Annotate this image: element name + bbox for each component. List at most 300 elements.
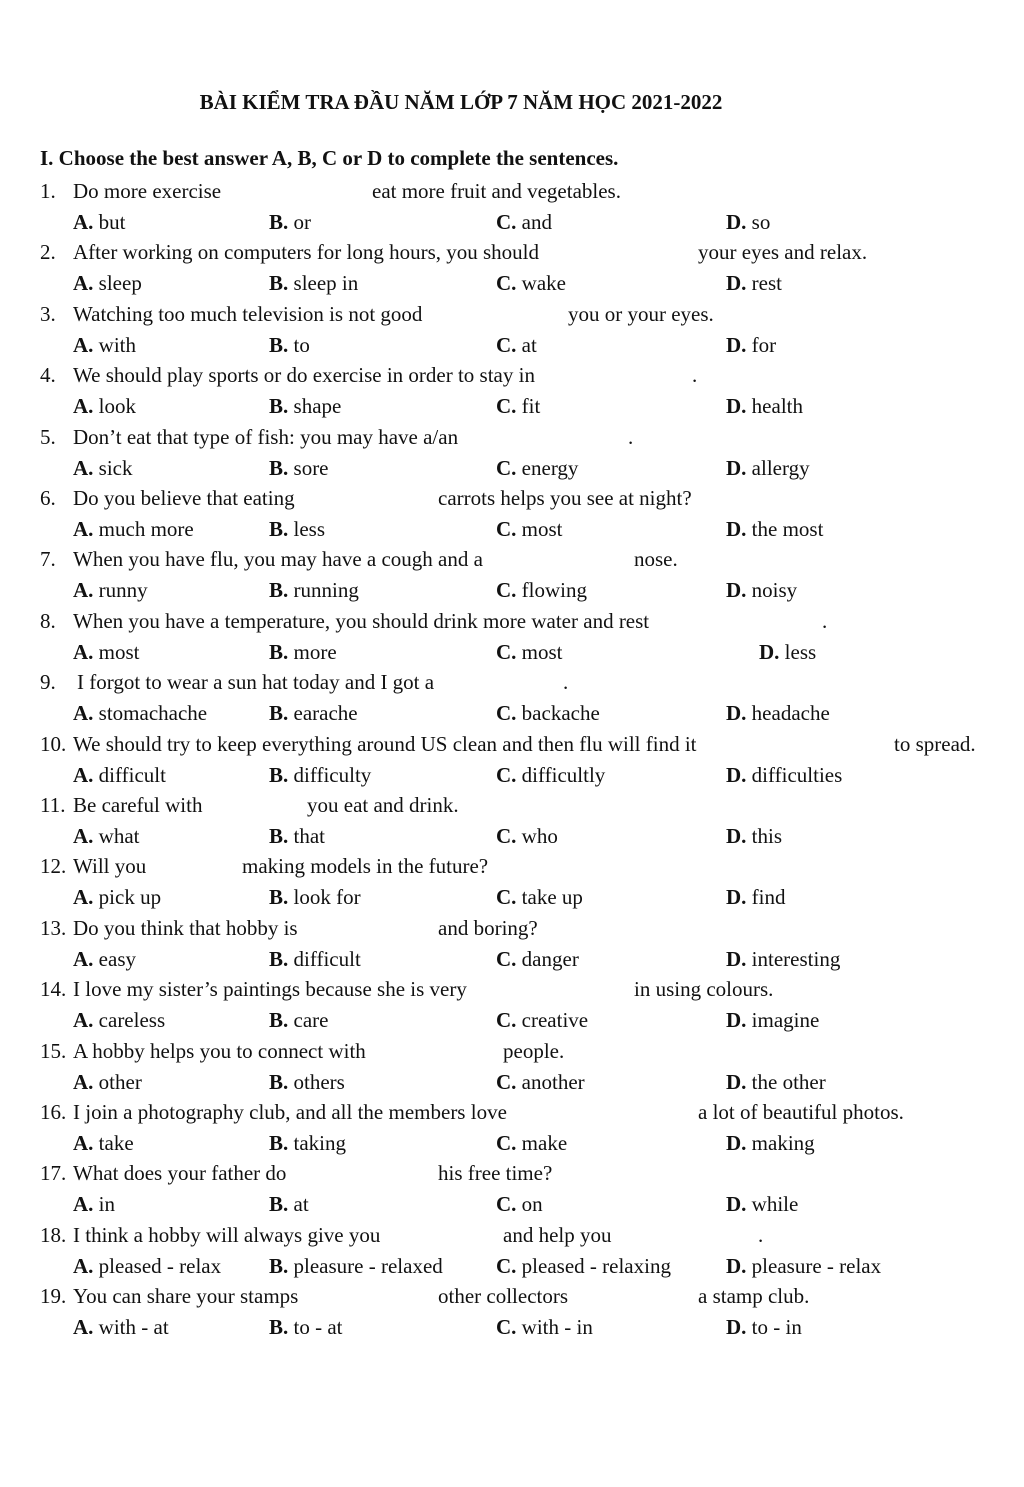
option-c xyxy=(496,330,537,360)
option-letter: C. xyxy=(496,763,517,787)
option-letter: B. xyxy=(269,1008,289,1032)
question-text-part: in using colours. xyxy=(634,977,774,1001)
question-text-part: . xyxy=(628,425,634,449)
option-text: wake xyxy=(516,271,566,295)
question-text-part: I think a hobby will always give you xyxy=(73,1223,381,1247)
page-title: BÀI KIỂM TRA ĐẦU NĂM LỚP 7 NĂM HỌC 2021-2022 xyxy=(199,90,723,114)
option-b xyxy=(269,391,341,421)
option-letter: A. xyxy=(73,394,94,418)
option-d xyxy=(726,1189,798,1219)
option-letter: B. xyxy=(269,763,289,787)
question-number: 15. xyxy=(40,1039,67,1063)
option-text: taking xyxy=(288,1131,347,1155)
option-text: interesting xyxy=(746,947,841,971)
option-b xyxy=(269,330,310,360)
option-letter: A. xyxy=(73,517,94,541)
option-letter: C. xyxy=(496,885,517,909)
option-b xyxy=(269,1251,443,1281)
option-text: rest xyxy=(746,271,782,295)
option-a xyxy=(73,1005,165,1035)
option-d xyxy=(726,821,782,851)
option-b xyxy=(269,1189,309,1219)
option-text: creative xyxy=(516,1008,589,1032)
option-letter: D. xyxy=(726,1254,747,1278)
question-14 xyxy=(0,974,1024,1004)
question-text-part: eat more fruit and vegetables. xyxy=(372,179,621,203)
option-a xyxy=(73,514,194,544)
question-number: 16. xyxy=(40,1100,67,1124)
question-9 xyxy=(0,667,1024,697)
option-letter: D. xyxy=(726,701,747,725)
option-b xyxy=(269,268,358,298)
option-letter: B. xyxy=(269,333,289,357)
option-text: difficulties xyxy=(746,763,843,787)
option-text: this xyxy=(746,824,783,848)
option-text: most xyxy=(93,640,140,664)
option-text: on xyxy=(516,1192,543,1216)
option-c xyxy=(496,391,540,421)
question-17 xyxy=(0,1158,1024,1188)
option-text: pleased - relax xyxy=(93,1254,222,1278)
question-number: 12. xyxy=(40,854,67,878)
question-text-part: You can share your stamps xyxy=(73,1284,299,1308)
option-text: energy xyxy=(516,456,579,480)
option-a xyxy=(73,1312,169,1342)
question-text-part: We should try to keep everything around US clean and then flu will find it xyxy=(73,732,697,756)
option-text: with - at xyxy=(93,1315,169,1339)
option-letter: B. xyxy=(269,271,289,295)
option-c xyxy=(496,453,578,483)
option-a xyxy=(73,575,148,605)
option-a xyxy=(73,882,161,912)
option-letter: A. xyxy=(73,701,94,725)
option-letter: B. xyxy=(269,1254,289,1278)
option-letter: D. xyxy=(726,1131,747,1155)
option-letter: D. xyxy=(726,824,747,848)
option-letter: A. xyxy=(73,824,94,848)
question-text-part: I forgot to wear a sun hat today and I got a xyxy=(77,670,435,694)
option-text: for xyxy=(746,333,777,357)
question-text-part: When you have a temperature, you should drink more water and rest xyxy=(73,609,650,633)
option-text: take up xyxy=(516,885,583,909)
option-text: and xyxy=(516,210,552,234)
option-a xyxy=(73,637,140,667)
question-number: 3. xyxy=(40,302,56,326)
option-text: others xyxy=(288,1070,345,1094)
question-19 xyxy=(0,1281,1024,1311)
option-letter: B. xyxy=(269,824,289,848)
option-letter: B. xyxy=(269,640,289,664)
question-16 xyxy=(0,1097,1024,1127)
option-a xyxy=(73,330,136,360)
option-letter: A. xyxy=(73,947,94,971)
question-number: 18. xyxy=(40,1223,67,1247)
option-c xyxy=(496,1128,567,1158)
option-c xyxy=(496,760,605,790)
option-text: pleased - relaxing xyxy=(516,1254,671,1278)
option-b xyxy=(269,1312,343,1342)
question-number: 8. xyxy=(40,609,56,633)
option-d xyxy=(726,1067,826,1097)
question-text-part: What does your father do xyxy=(73,1161,287,1185)
option-text: care xyxy=(288,1008,329,1032)
option-letter: A. xyxy=(73,456,94,480)
question-text-part: his free time? xyxy=(438,1161,553,1185)
option-letter: C. xyxy=(496,271,517,295)
question-8 xyxy=(0,606,1024,636)
option-text: to - in xyxy=(746,1315,802,1339)
question-text-part: We should play sports or do exercise in order to stay in xyxy=(73,363,535,387)
option-text: difficulty xyxy=(288,763,372,787)
option-text: the most xyxy=(746,517,824,541)
option-text: less xyxy=(288,517,326,541)
option-letter: A. xyxy=(73,1192,94,1216)
option-letter: D. xyxy=(726,517,747,541)
option-letter: C. xyxy=(496,824,517,848)
option-d xyxy=(726,698,830,728)
option-letter: B. xyxy=(269,210,289,234)
option-text: backache xyxy=(516,701,600,725)
question-text-part: Do you believe that eating xyxy=(73,486,295,510)
option-letter: D. xyxy=(726,1192,747,1216)
option-text: make xyxy=(516,1131,568,1155)
option-text: what xyxy=(93,824,140,848)
option-text: health xyxy=(746,394,803,418)
option-letter: B. xyxy=(269,701,289,725)
option-b xyxy=(269,575,359,605)
option-letter: A. xyxy=(73,1254,94,1278)
option-c xyxy=(496,1005,588,1035)
option-b xyxy=(269,1067,345,1097)
option-c xyxy=(496,698,600,728)
option-letter: D. xyxy=(726,578,747,602)
question-5 xyxy=(0,422,1024,452)
option-text: that xyxy=(288,824,326,848)
option-d xyxy=(726,1005,819,1035)
option-text: the other xyxy=(746,1070,826,1094)
option-text: pick up xyxy=(93,885,162,909)
option-letter: B. xyxy=(269,517,289,541)
question-text-part: and help you xyxy=(503,1223,612,1247)
option-text: less xyxy=(779,640,817,664)
question-text-part: Do you think that hobby is xyxy=(73,916,298,940)
option-text: allergy xyxy=(746,456,810,480)
option-text: sleep in xyxy=(288,271,359,295)
question-2 xyxy=(0,237,1024,267)
option-text: while xyxy=(746,1192,799,1216)
option-text: imagine xyxy=(746,1008,820,1032)
option-text: runny xyxy=(93,578,148,602)
option-a xyxy=(73,1189,115,1219)
question-text-part: a stamp club. xyxy=(698,1284,810,1308)
question-number: 9. xyxy=(40,670,56,694)
question-number: 7. xyxy=(40,547,56,571)
question-text-part: and boring? xyxy=(438,916,538,940)
option-letter: D. xyxy=(726,763,747,787)
option-b xyxy=(269,882,361,912)
option-letter: C. xyxy=(496,640,517,664)
option-letter: D. xyxy=(726,210,747,234)
question-10 xyxy=(0,729,1024,759)
option-a xyxy=(73,760,166,790)
option-d xyxy=(726,453,810,483)
question-13 xyxy=(0,913,1024,943)
option-letter: C. xyxy=(496,394,517,418)
option-text: another xyxy=(516,1070,585,1094)
question-text-part: you eat and drink. xyxy=(307,793,459,817)
option-a xyxy=(73,453,133,483)
option-text: in xyxy=(93,1192,116,1216)
option-text: sleep xyxy=(93,271,142,295)
option-d xyxy=(726,1128,815,1158)
option-c xyxy=(496,637,563,667)
question-text-part: I join a photography club, and all the members love xyxy=(73,1100,507,1124)
option-d xyxy=(726,575,797,605)
option-d xyxy=(726,391,803,421)
option-text: so xyxy=(746,210,771,234)
option-letter: A. xyxy=(73,333,94,357)
option-letter: C. xyxy=(496,210,517,234)
option-letter: D. xyxy=(726,947,747,971)
option-text: danger xyxy=(516,947,579,971)
option-letter: A. xyxy=(73,763,94,787)
option-b xyxy=(269,760,371,790)
question-text-part: . xyxy=(563,670,569,694)
option-letter: C. xyxy=(496,1131,517,1155)
question-number: 2. xyxy=(40,240,56,264)
option-text: flowing xyxy=(516,578,587,602)
option-letter: D. xyxy=(726,394,747,418)
option-letter: D. xyxy=(759,640,780,664)
option-a xyxy=(73,698,207,728)
option-c xyxy=(496,207,552,237)
option-letter: B. xyxy=(269,947,289,971)
option-text: with - in xyxy=(516,1315,593,1339)
question-text-part: . xyxy=(822,609,828,633)
option-text: sore xyxy=(288,456,329,480)
question-text-part: people. xyxy=(503,1039,565,1063)
option-letter: D. xyxy=(726,271,747,295)
option-text: to - at xyxy=(288,1315,343,1339)
option-text: easy xyxy=(93,947,136,971)
option-d xyxy=(726,330,776,360)
option-b xyxy=(269,514,325,544)
option-text: noisy xyxy=(746,578,798,602)
question-text-part: carrots helps you see at night? xyxy=(438,486,692,510)
question-text-part: I love my sister’s paintings because she is very xyxy=(73,977,467,1001)
option-letter: B. xyxy=(269,1131,289,1155)
option-text: to xyxy=(288,333,310,357)
option-a xyxy=(73,1128,134,1158)
question-text-part: making models in the future? xyxy=(242,854,489,878)
option-a xyxy=(73,268,142,298)
question-number: 4. xyxy=(40,363,56,387)
question-text-part: to spread. xyxy=(894,732,976,756)
question-number: 5. xyxy=(40,425,56,449)
option-c xyxy=(496,268,566,298)
question-12 xyxy=(0,851,1024,881)
option-c xyxy=(496,1251,671,1281)
option-text: earache xyxy=(288,701,358,725)
option-a xyxy=(73,1067,142,1097)
option-letter: D. xyxy=(726,1315,747,1339)
option-text: but xyxy=(93,210,126,234)
question-text-part: . xyxy=(758,1223,764,1247)
question-text-part: a lot of beautiful photos. xyxy=(698,1100,904,1124)
option-letter: C. xyxy=(496,1008,517,1032)
option-letter: B. xyxy=(269,1192,289,1216)
question-number: 6. xyxy=(40,486,56,510)
option-d xyxy=(726,268,782,298)
option-letter: D. xyxy=(726,1070,747,1094)
question-text-part: Do more exercise xyxy=(73,179,222,203)
question-18 xyxy=(0,1220,1024,1250)
option-c xyxy=(496,821,558,851)
option-letter: B. xyxy=(269,578,289,602)
option-a xyxy=(73,391,136,421)
option-letter: A. xyxy=(73,1315,94,1339)
option-letter: C. xyxy=(496,1254,517,1278)
option-text: pleasure - relaxed xyxy=(288,1254,443,1278)
option-b xyxy=(269,1005,328,1035)
option-c xyxy=(496,514,563,544)
question-number: 1. xyxy=(40,179,56,203)
question-text-part: your eyes and relax. xyxy=(698,240,868,264)
option-d xyxy=(726,1251,881,1281)
option-text: making xyxy=(746,1131,815,1155)
question-text-part: nose. xyxy=(634,547,678,571)
option-a xyxy=(73,207,126,237)
question-text-part: When you have flu, you may have a cough and a xyxy=(73,547,483,571)
question-number: 13. xyxy=(40,916,67,940)
option-letter: A. xyxy=(73,1131,94,1155)
question-text-part: other collectors xyxy=(438,1284,569,1308)
question-4 xyxy=(0,360,1024,390)
option-letter: C. xyxy=(496,333,517,357)
option-letter: B. xyxy=(269,456,289,480)
option-text: difficultly xyxy=(516,763,606,787)
option-d xyxy=(726,514,823,544)
option-c xyxy=(496,1067,585,1097)
option-a xyxy=(73,1251,221,1281)
option-c xyxy=(496,575,587,605)
option-text: other xyxy=(93,1070,142,1094)
option-d xyxy=(726,207,770,237)
option-letter: A. xyxy=(73,885,94,909)
option-c xyxy=(496,1189,543,1219)
option-d xyxy=(726,1312,802,1342)
option-letter: C. xyxy=(496,701,517,725)
option-letter: A. xyxy=(73,1008,94,1032)
option-text: at xyxy=(288,1192,309,1216)
option-letter: B. xyxy=(269,1070,289,1094)
question-1 xyxy=(0,176,1024,206)
option-letter: C. xyxy=(496,517,517,541)
option-text: more xyxy=(288,640,337,664)
option-text: running xyxy=(288,578,359,602)
option-c xyxy=(496,882,583,912)
option-a xyxy=(73,821,140,851)
option-b xyxy=(269,1128,346,1158)
option-letter: A. xyxy=(73,271,94,295)
option-text: sick xyxy=(93,456,133,480)
option-text: difficult xyxy=(288,947,361,971)
question-number: 11. xyxy=(40,793,66,817)
option-letter: B. xyxy=(269,885,289,909)
question-7 xyxy=(0,544,1024,574)
option-letter: D. xyxy=(726,885,747,909)
option-letter: B. xyxy=(269,1315,289,1339)
question-15 xyxy=(0,1036,1024,1066)
option-letter: D. xyxy=(726,456,747,480)
option-letter: A. xyxy=(73,1070,94,1094)
option-text: who xyxy=(516,824,558,848)
option-text: fit xyxy=(516,394,541,418)
option-letter: A. xyxy=(73,640,94,664)
option-a xyxy=(73,944,136,974)
option-text: headache xyxy=(746,701,830,725)
option-d xyxy=(759,637,816,667)
option-text: pleasure - relax xyxy=(746,1254,882,1278)
option-d xyxy=(726,760,842,790)
option-text: find xyxy=(746,885,786,909)
question-text-part: you or your eyes. xyxy=(568,302,714,326)
question-3 xyxy=(0,299,1024,329)
question-number: 14. xyxy=(40,977,67,1001)
option-text: shape xyxy=(288,394,342,418)
option-letter: C. xyxy=(496,1315,517,1339)
option-c xyxy=(496,944,579,974)
option-text: careless xyxy=(93,1008,166,1032)
option-letter: C. xyxy=(496,578,517,602)
question-text-part: After working on computers for long hours, you should xyxy=(73,240,540,264)
option-b xyxy=(269,637,337,667)
option-letter: D. xyxy=(726,333,747,357)
option-text: much more xyxy=(93,517,194,541)
option-letter: B. xyxy=(269,394,289,418)
option-text: stomachache xyxy=(93,701,208,725)
question-text-part: Don’t eat that type of fish: you may have a/an xyxy=(73,425,459,449)
question-number: 17. xyxy=(40,1161,67,1185)
option-text: difficult xyxy=(93,763,166,787)
option-letter: C. xyxy=(496,1070,517,1094)
option-c xyxy=(496,1312,593,1342)
question-number: 10. xyxy=(40,732,67,756)
option-letter: D. xyxy=(726,1008,747,1032)
option-text: most xyxy=(516,640,563,664)
option-letter: C. xyxy=(496,947,517,971)
option-text: at xyxy=(516,333,537,357)
option-letter: C. xyxy=(496,456,517,480)
option-text: take xyxy=(93,1131,134,1155)
option-letter: A. xyxy=(73,210,94,234)
option-b xyxy=(269,453,329,483)
section-heading: I. Choose the best answer A, B, C or D to complete the sentences. xyxy=(40,146,619,170)
option-text: or xyxy=(288,210,312,234)
question-text-part: Be careful with xyxy=(73,793,203,817)
option-b xyxy=(269,944,361,974)
option-letter: C. xyxy=(496,1192,517,1216)
option-b xyxy=(269,698,358,728)
option-text: with xyxy=(93,333,137,357)
question-11 xyxy=(0,790,1024,820)
option-d xyxy=(726,944,840,974)
option-b xyxy=(269,821,325,851)
option-letter: A. xyxy=(73,578,94,602)
question-text-part: Will you xyxy=(73,854,147,878)
question-text-part: . xyxy=(692,363,698,387)
question-text-part: A hobby helps you to connect with xyxy=(73,1039,366,1063)
